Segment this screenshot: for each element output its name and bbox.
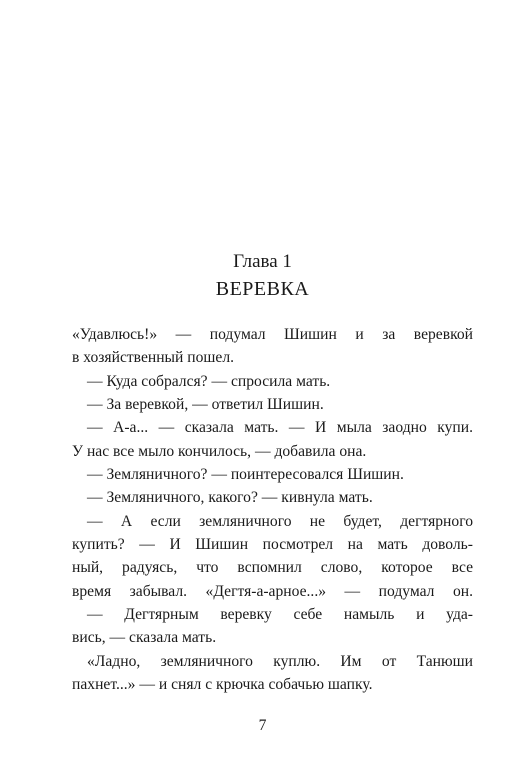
text-line: — Земляничного? — поинтересовался Шишин. (87, 466, 404, 484)
text-line: ный, радуясь, что вспомнил слово, которое все (72, 559, 473, 577)
text-line: — Дегтярным веревку себе намыль и уда- (87, 606, 473, 624)
text-line: в хозяйственный пошел. (72, 349, 235, 367)
chapter-title: ВЕРЕВКА (215, 278, 310, 300)
text-line: время забывал. «Дегтя-а-арное...» — подумал он. (72, 582, 473, 600)
text-line: «Удавлюсь!» — подумал Шишин и за веревкой (72, 326, 473, 343)
chapter-number: Глава 1 (233, 251, 292, 272)
page-number: 7 (258, 717, 267, 734)
text-line: — Земляничного, какого? — кивнула мать. (87, 489, 373, 507)
text-line: У нас все мыло кончилось, — добавила она. (72, 442, 367, 460)
text-line: — А-а... — сказала мать. — И мыла заодно купи. (87, 419, 473, 437)
text-line: пахнет...» — и снял с крючка собачью шапку. (72, 676, 373, 694)
text-line: — Куда собрался? — спросила мать. (87, 372, 331, 390)
text-line: «Ладно, земляничного куплю. Им от Танюши (87, 652, 473, 670)
text-line: вись, — сказала мать. (72, 629, 217, 647)
text-line: — За веревкой, — ответил Шишин. (87, 396, 324, 414)
text-line: купить? — И Шишин посмотрел на мать доволь- (72, 536, 473, 554)
text-line: — А если земляничного не будет, дегтярного (87, 512, 473, 530)
chapter-body (72, 323, 473, 697)
